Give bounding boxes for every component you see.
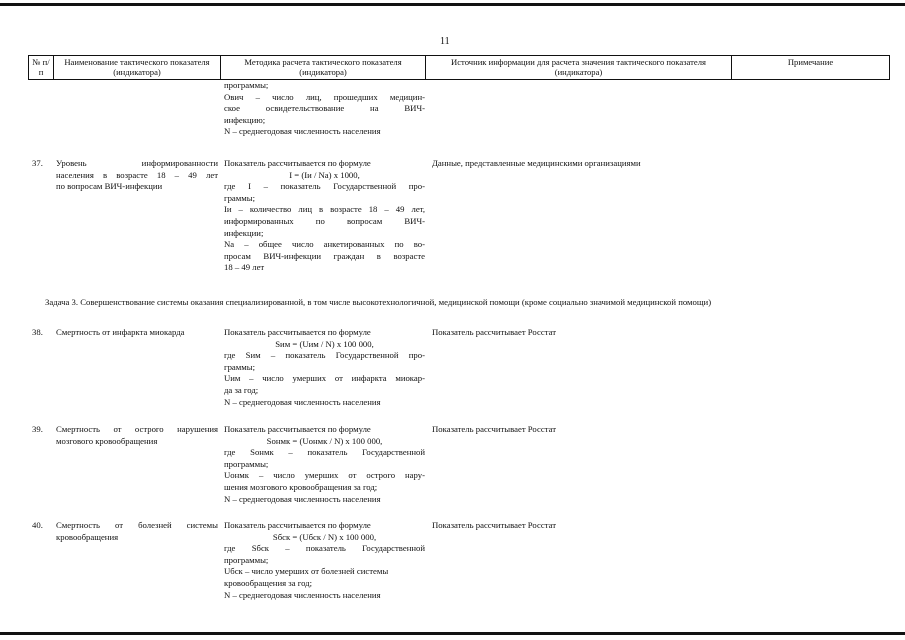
row-39-name <box>56 424 218 447</box>
name-line: мозгового кровообращения <box>56 435 158 446</box>
method-line: Nа – общее число анкетированных по во- <box>224 239 425 250</box>
header-row <box>29 56 890 80</box>
row-38-source: Показатель рассчитывает Росстат <box>432 327 557 337</box>
header-note: Примечание <box>732 56 890 80</box>
row-39-source: Показатель рассчитывает Росстат <box>432 424 557 434</box>
row-37-source: Данные, представленные медицинскими организациями <box>432 158 641 168</box>
method-line: Ович – число лиц, прошедших медицин- <box>224 91 425 102</box>
method-line: граммы; <box>224 192 256 203</box>
formula: Sонмк = (Uонмк / N) х 100 000, <box>266 435 383 446</box>
table-header <box>28 55 890 80</box>
name-line: Уровень информированности <box>56 158 218 168</box>
method-line: кровообращения за год; <box>224 577 313 588</box>
row-37-name <box>56 158 218 193</box>
row-37-method <box>224 158 425 274</box>
method-line: инфекции; <box>224 227 264 238</box>
method-line: Uим – число умерших от инфаркта миокар- <box>224 373 425 384</box>
header-source: Источник информации для расчета значения тактического показателя (индикатора) <box>426 56 732 80</box>
name-line: населения в возрасте 18 – 49 лет <box>56 169 218 180</box>
header-num: № п/п <box>29 56 54 80</box>
row-39-method <box>224 424 425 505</box>
method-line: программы; <box>224 80 269 90</box>
method-line: где Sим – показатель Государственной про- <box>224 350 425 361</box>
method-line: Показатель рассчитывается по формуле <box>224 520 371 530</box>
formula: Sим = (Uим / N) х 100 000, <box>275 338 374 349</box>
method-line: граммы; <box>224 361 256 372</box>
row-37-number: 37. <box>32 158 43 168</box>
continued-method <box>224 80 425 138</box>
method-line: N – среднегодовая численность населения <box>224 396 381 407</box>
bottom-border-rule <box>0 632 905 635</box>
formula: I = (Iи / Nа) х 1000, <box>289 169 360 180</box>
name-line: Смертность от инфаркта миокарда <box>56 327 185 337</box>
row-38-method <box>224 327 425 408</box>
top-border-rule <box>0 3 905 6</box>
method-line: Uбск – число умерших от болезней системы <box>224 566 389 577</box>
task-3-heading: Задача 3. Совершенствование системы оказания специализированной, в том числе высокотехнологичной, медицинской помощи (кроме социально значимой медицинской помощи) <box>45 297 712 307</box>
row-40-method <box>224 520 425 601</box>
method-line: Показатель рассчитывается по формуле <box>224 327 371 337</box>
row-38-name <box>56 327 218 339</box>
method-line: информированных по вопросам ВИЧ- <box>224 215 425 226</box>
row-40-number: 40. <box>32 520 43 530</box>
method-line: да за год; <box>224 384 259 395</box>
row-40-name <box>56 520 218 543</box>
method-line: ское освидетельствование на ВИЧ- <box>224 103 425 114</box>
method-line: программы; <box>224 458 269 469</box>
header-method: Методика расчета тактического показателя (индикатора) <box>221 56 426 80</box>
method-line: N – среднегодовая численность населения <box>224 493 381 504</box>
method-line: просам ВИЧ-инфекции граждан в возрасте <box>224 250 425 261</box>
method-line: Uонмк – число умерших от острого нару- <box>224 470 425 481</box>
method-line: шения мозгового кровообращения за год; <box>224 481 378 492</box>
method-line: где I – показатель Государственной про- <box>224 181 425 192</box>
header-name: Наименование тактического показателя (индикатора) <box>54 56 221 80</box>
page-number: 11 <box>440 36 450 47</box>
formula: Sбск = (Uбск / N) х 100 000, <box>272 531 377 542</box>
method-line: Iи – количество лиц в возрасте 18 – 49 лет, <box>224 204 425 215</box>
method-line: где Sбск – показатель Государственной <box>224 543 425 554</box>
method-line: где Sонмк – показатель Государственной <box>224 447 425 458</box>
method-line: Показатель рассчитывается по формуле <box>224 158 371 168</box>
method-line: Показатель рассчитывается по формуле <box>224 424 371 434</box>
name-line: Смертность от болезней системы <box>56 520 218 530</box>
name-line: кровообращения <box>56 531 119 542</box>
row-40-source: Показатель рассчитывает Росстат <box>432 520 557 530</box>
method-line: N – среднегодовая численность населения <box>224 126 381 137</box>
method-line: программы; <box>224 554 269 565</box>
name-line: по вопросам ВИЧ-инфекции <box>56 181 163 192</box>
method-line: 18 – 49 лет <box>224 262 265 273</box>
method-line: N – среднегодовая численность населения <box>224 589 381 600</box>
method-line: инфекцию; <box>224 114 266 125</box>
row-39-number: 39. <box>32 424 43 434</box>
row-38-number: 38. <box>32 327 43 337</box>
name-line: Смертность от острого нарушения <box>56 424 218 434</box>
